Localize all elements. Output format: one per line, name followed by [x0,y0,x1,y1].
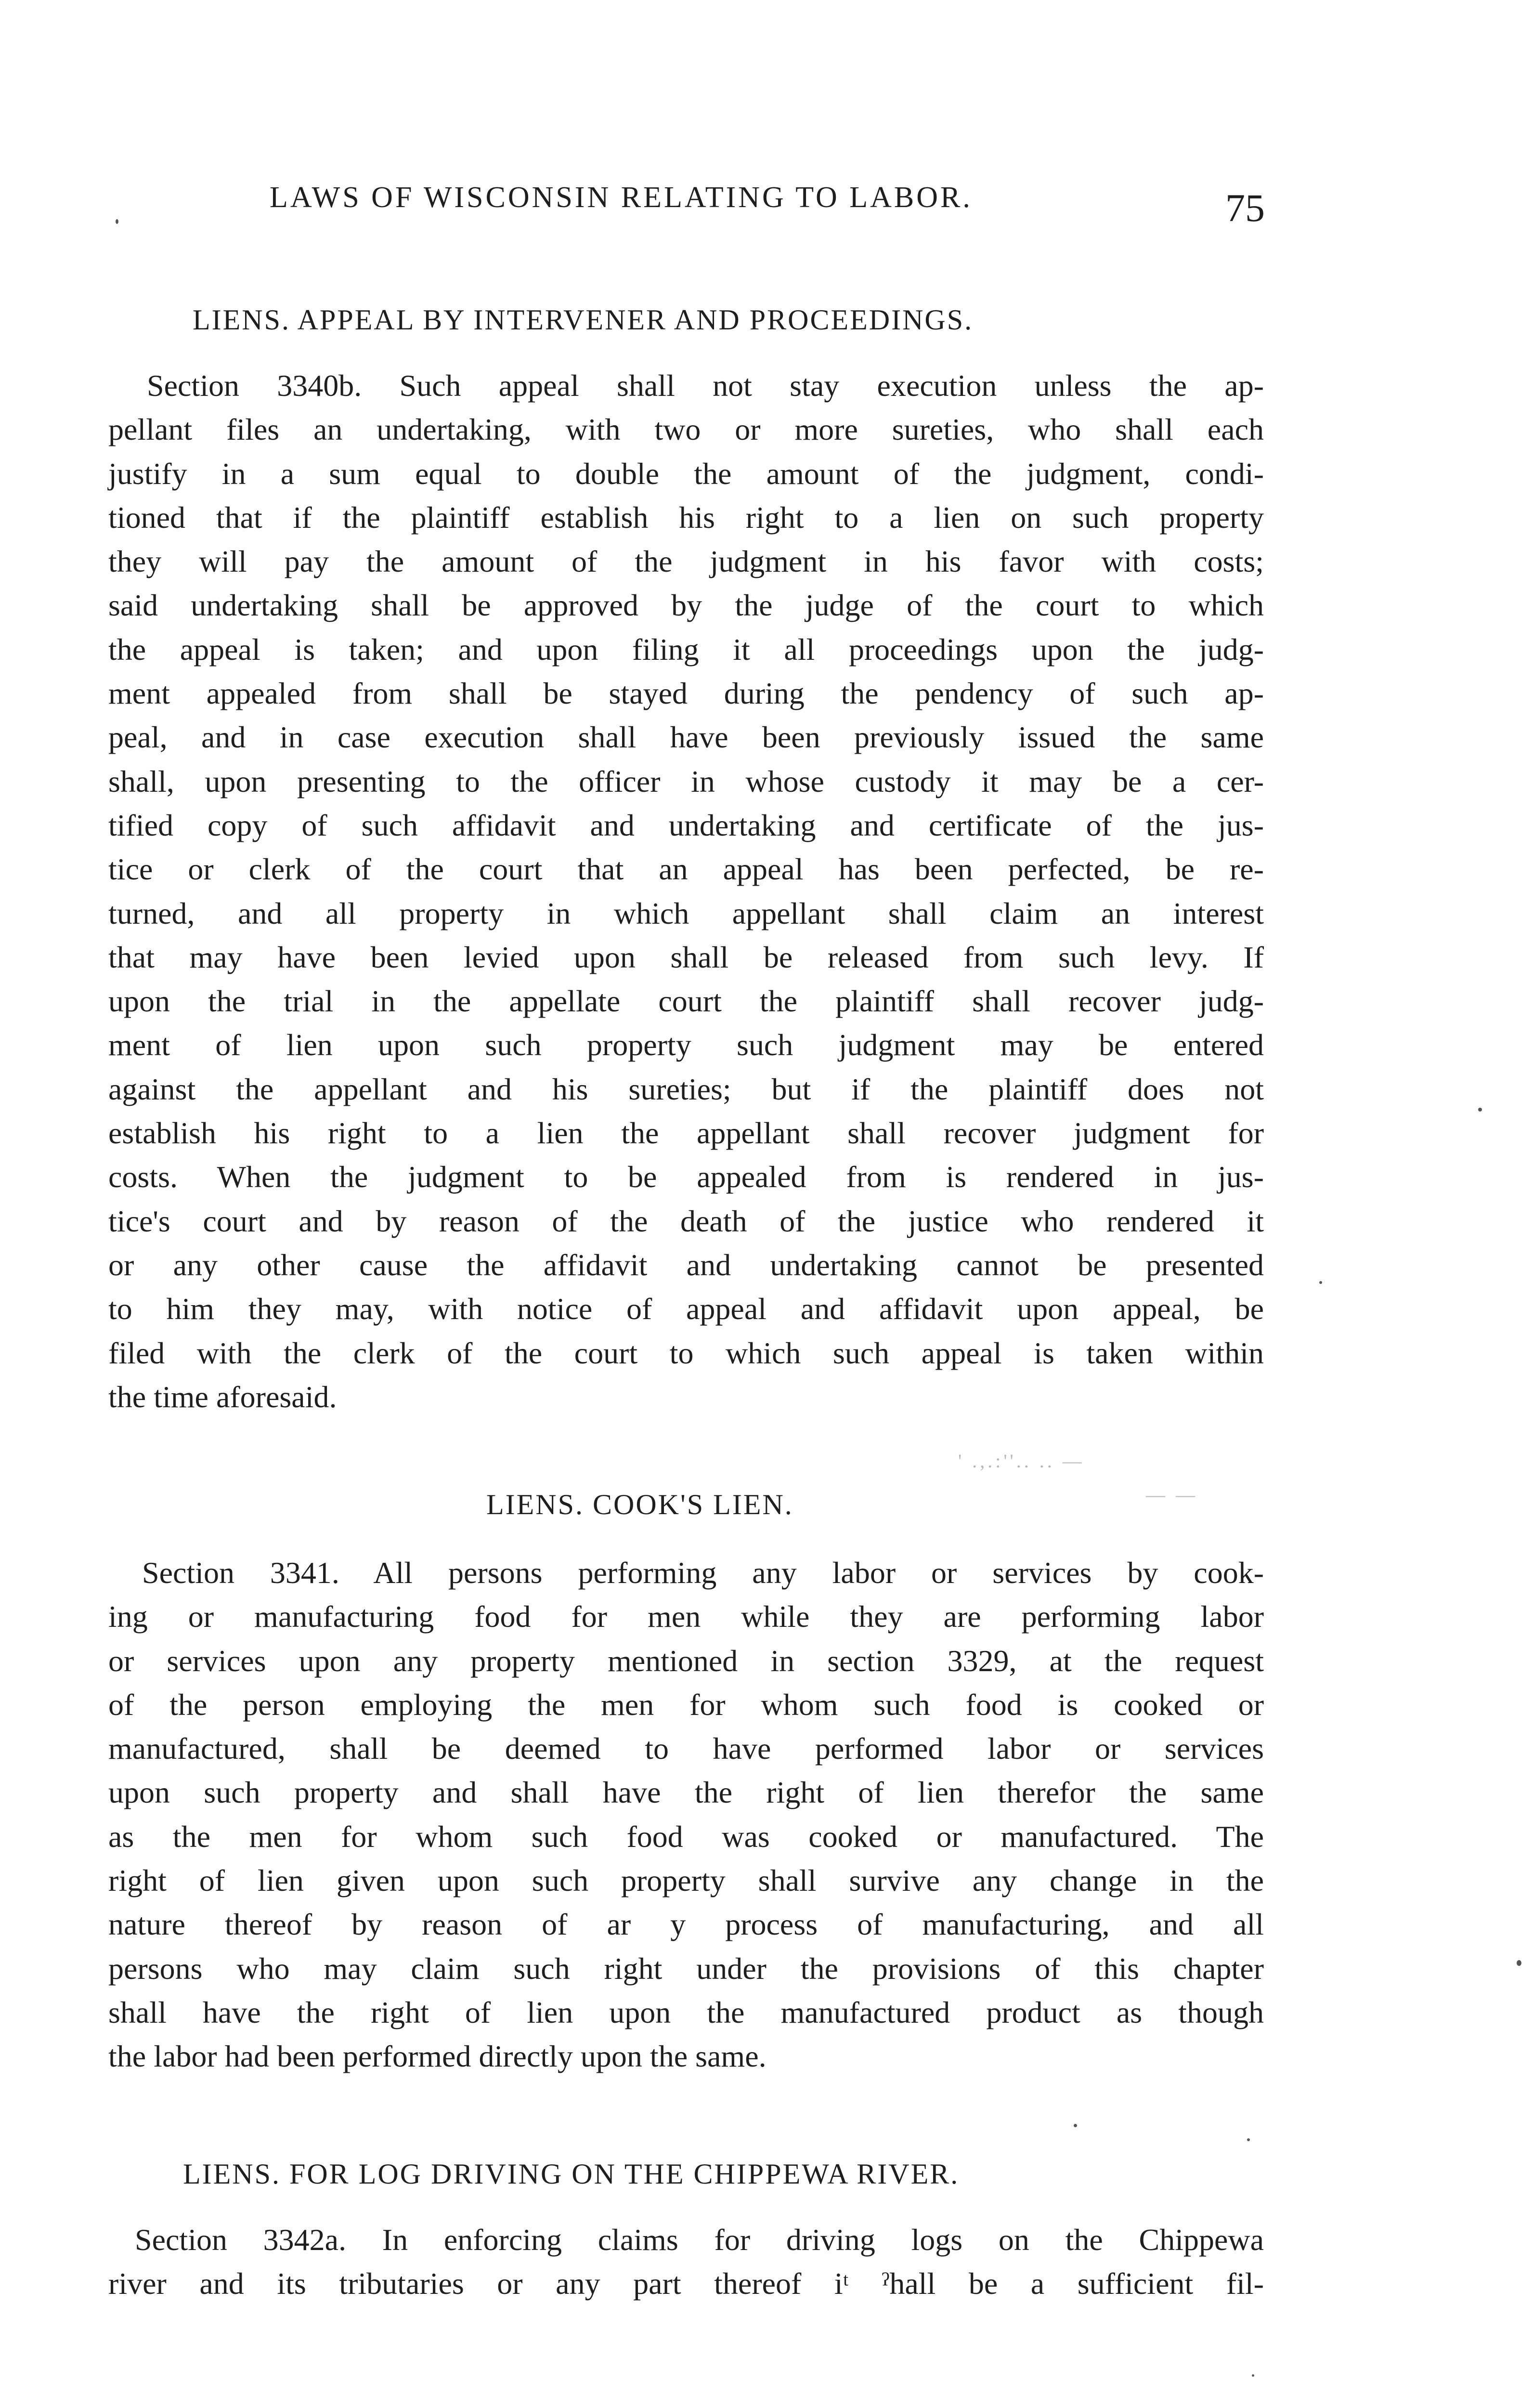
page-number: 75 [1225,186,1265,230]
text-line: the time aforesaid. [108,1379,337,1414]
running-title: LAWS OF WISCONSIN RELATING TO LABOR. [270,181,973,214]
text-line: turned, and all property in which appellant shall claim an interest [108,896,1264,930]
scan-speck [1074,2124,1077,2127]
text-line: of the person employing the men for whom such food is cooked or [108,1687,1264,1722]
text-line: Section 3340b. Such appeal shall not stay execution unless the ap- [147,368,1264,403]
scan-speck [1517,1960,1521,1966]
scan-smudge: — — [1146,1484,1198,1505]
text-line: ment of lien upon such property such judgment may be entered [108,1028,1264,1062]
text-line: tice or clerk of the court that an appeal has been perfected, be re- [108,852,1264,887]
text-line: establish his right to a lien the appellant shall recover judgment for [108,1116,1264,1151]
scan-speck [1319,1281,1322,1284]
text-line: peal, and in case execution shall have been previously issued the same [108,720,1264,755]
text-line: the appeal is taken; and upon filing it all proceedings upon the judg- [108,632,1264,667]
section-heading-cooks-lien: LIENS. COOK'S LIEN. [486,1489,793,1520]
text-line: tice's court and by reason of the death of the justice who rendered it [108,1204,1264,1238]
text-line: costs. When the judgment to be appealed from is rendered in jus- [108,1160,1264,1194]
text-line: nature thereof by reason of ar y process of manufacturing, and all [108,1907,1264,1942]
text-line: that may have been levied upon shall be released from such levy. If [108,940,1264,974]
text-line: ment appealed from shall be stayed during the pendency of such ap- [108,676,1264,711]
text-line: or any other cause the affidavit and undertaking cannot be presented [108,1247,1264,1282]
scan-speck [1247,2138,1250,2141]
text-line: shall, upon presenting to the officer in whose custody it may be a cer- [108,764,1264,798]
text-line: Section 3342a. In enforcing claims for driving logs on the Chippewa [135,2223,1264,2257]
section-heading-appeal: LIENS. APPEAL BY INTERVENER AND PROCEEDINGS. [193,304,974,336]
text-line: pellant files an undertaking, with two or more sureties, who shall each [108,412,1264,447]
text-line: river and its tributaries or any part thereof iᵗ ˀhall be a sufficient fil- [108,2266,1264,2301]
scan-speck [116,219,118,224]
scan-speck [1478,1108,1482,1112]
scan-speck [1252,2374,1254,2377]
section-heading-log-driving: LIENS. FOR LOG DRIVING ON THE CHIPPEWA RIVER. [183,2158,960,2190]
scan-smudge: ' .,.:''.. .. — [958,1450,1085,1472]
text-line: to him they may, with notice of appeal and affidavit upon appeal, be [108,1292,1264,1326]
section-body-appeal [108,364,1264,1419]
text-line: said undertaking shall be approved by the judge of the court to which [108,588,1264,623]
text-line: upon such property and shall have the right of lien therefor the same [108,1775,1264,1810]
text-line: they will pay the amount of the judgment in his favor with costs; [108,544,1264,579]
text-line: the labor had been performed directly upon the same. [108,2039,766,2074]
text-line: persons who may claim such right under the provisions of this chapter [108,1951,1264,1986]
text-line: against the appellant and his sureties; but if the plaintiff does not [108,1072,1264,1106]
text-line: tified copy of such affidavit and undertaking and certificate of the jus- [108,808,1264,842]
text-line: justify in a sum equal to double the amount of the judgment, condi- [108,456,1264,491]
text-line: or services upon any property mentioned in section 3329, at the request [108,1643,1264,1678]
text-line: filed with the clerk of the court to which such appeal is taken within [108,1335,1264,1370]
text-line: shall have the right of lien upon the manufactured product as though [108,1995,1264,2029]
section-body-log-driving [108,2218,1264,2306]
text-line: tioned that if the plaintiff establish his right to a lien on such property [108,500,1264,535]
section-body-cooks-lien [108,1551,1264,2079]
text-line: manufactured, shall be deemed to have performed labor or services [108,1731,1264,1766]
text-line: upon the trial in the appellate court the plaintiff shall recover judg- [108,984,1264,1019]
text-line: as the men for whom such food was cooked or manufactured. The [108,1819,1264,1854]
text-line: ing or manufacturing food for men while they are performing labor [108,1599,1264,1634]
text-line: Section 3341. All persons performing any labor or services by cook- [142,1556,1264,1590]
text-line: right of lien given upon such property shall survive any change in the [108,1863,1264,1898]
